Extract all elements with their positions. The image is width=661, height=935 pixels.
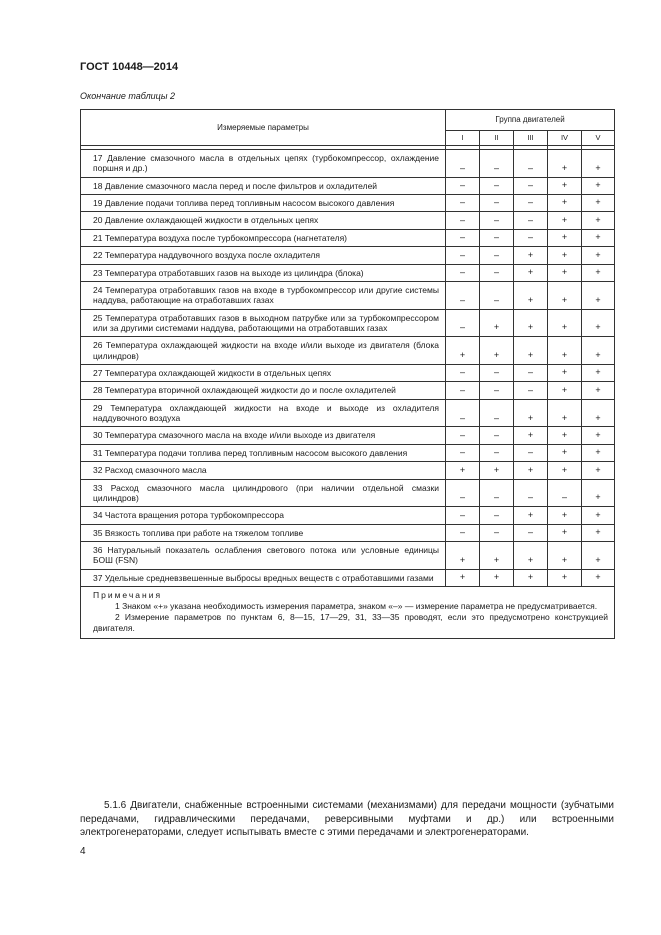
group-mark-1: – [446, 399, 480, 427]
group-mark-1: – [446, 247, 480, 264]
table-row [81, 309, 615, 337]
group-mark-4: + [548, 462, 582, 479]
group-mark-4: + [548, 382, 582, 399]
parameter-text: 26 Температура охлаждающей жидкости на входе и/или выходе из двигателя (блока цилиндров) [81, 337, 446, 365]
group-mark-1: + [446, 462, 480, 479]
group-mark-3: – [514, 479, 548, 507]
group-mark-5: + [582, 309, 615, 337]
group-mark-3: – [514, 177, 548, 194]
group-col-3: III [514, 131, 548, 146]
table-row [81, 337, 615, 365]
parameter-text: 24 Температура отработавших газов на входе в турбокомпрессор или другие системы наддува, работающие на отработавших газах [81, 281, 446, 309]
group-mark-5: + [582, 524, 615, 541]
group-mark-5: + [582, 229, 615, 246]
group-mark-4: + [548, 444, 582, 461]
group-mark-2: – [480, 444, 514, 461]
note-1: 1 Знаком «+» указана необходимость измерения параметра, знаком «–» — измерение параметра не предусматривается. [115, 600, 598, 611]
parameter-text: 33 Расход смазочного масла цилиндрового (при наличии отдельной смазки цилиндров) [81, 479, 446, 507]
group-mark-2: – [480, 399, 514, 427]
group-mark-4: + [548, 177, 582, 194]
group-mark-4: + [548, 507, 582, 524]
parameter-text: 18 Давление смазочного масла перед и после фильтров и охладителей [81, 177, 446, 194]
group-mark-5: + [582, 195, 615, 212]
group-mark-5: + [582, 479, 615, 507]
parameter-text: 35 Вязкость топлива при работе на тяжелом топливе [81, 524, 446, 541]
group-mark-5: + [582, 444, 615, 461]
parameters-table [80, 109, 615, 639]
parameter-text: 36 Натуральный показатель ослабления светового потока или условные единицы БОШ (FSN) [81, 541, 446, 569]
group-mark-5: + [582, 462, 615, 479]
table-row [81, 365, 615, 382]
group-mark-5: + [582, 541, 615, 569]
group-column-header: Группа двигателей [446, 110, 615, 131]
group-mark-1: + [446, 541, 480, 569]
document-id: ГОСТ 10448—2014 [80, 61, 179, 73]
group-mark-1: + [446, 569, 480, 586]
group-mark-3: – [514, 195, 548, 212]
table-row [81, 382, 615, 399]
table-row [81, 229, 615, 246]
group-mark-2: – [480, 264, 514, 281]
group-mark-1: – [446, 150, 480, 178]
group-mark-5: + [582, 212, 615, 229]
table-caption: Окончание таблицы 2 [80, 91, 175, 101]
group-mark-3: – [514, 524, 548, 541]
parameter-text: 27 Температура охлаждающей жидкости в отдельных цепях [81, 365, 446, 382]
section-paragraph: 5.1.6 Двигатели, снабженные встроенными системами (механизмами) для передачи мощности (зубчатыми передачами, гидравлическими передачами, реверсивными муфтами и др.) или встроенными электрогенераторами, следует испытывать вместе с этими передачами и электрогенераторами. [80, 800, 614, 838]
group-mark-3: + [514, 309, 548, 337]
group-mark-4: + [548, 569, 582, 586]
group-mark-2: – [480, 150, 514, 178]
group-mark-4: + [548, 150, 582, 178]
group-col-2: II [480, 131, 514, 146]
table-row [81, 524, 615, 541]
table-row [81, 281, 615, 309]
table-row [81, 462, 615, 479]
group-mark-2: – [480, 177, 514, 194]
group-mark-3: + [514, 427, 548, 444]
parameter-text: 37 Удельные средневзвешенные выбросы вредных веществ с отработавшими газами [81, 569, 446, 586]
group-mark-1: – [446, 309, 480, 337]
table-row [81, 177, 615, 194]
table-row [81, 399, 615, 427]
group-mark-2: – [480, 247, 514, 264]
group-mark-3: – [514, 382, 548, 399]
group-mark-5: + [582, 365, 615, 382]
group-mark-1: – [446, 264, 480, 281]
parameter-text: 17 Давление смазочного масла в отдельных цепях (турбокомпрессор, охлаждение поршня и др.) [81, 150, 446, 178]
parameter-text: 29 Температура охлаждающей жидкости на входе и выходе из охладителя наддувочного воздуха [81, 399, 446, 427]
group-col-5: V [582, 131, 615, 146]
group-mark-3: + [514, 264, 548, 281]
table-row [81, 479, 615, 507]
group-mark-3: – [514, 150, 548, 178]
group-mark-2: – [480, 479, 514, 507]
group-mark-3: + [514, 462, 548, 479]
table-notes [81, 587, 615, 639]
parameter-text: 20 Давление охлаждающей жидкости в отдельных цепях [81, 212, 446, 229]
group-mark-2: – [480, 229, 514, 246]
group-mark-3: + [514, 281, 548, 309]
group-mark-4: + [548, 337, 582, 365]
group-mark-5: + [582, 264, 615, 281]
page-number: 4 [80, 846, 86, 857]
group-mark-1: – [446, 195, 480, 212]
group-mark-1: – [446, 427, 480, 444]
group-mark-5: + [582, 399, 615, 427]
group-mark-5: + [582, 177, 615, 194]
group-mark-2: + [480, 541, 514, 569]
group-mark-5: + [582, 150, 615, 178]
group-mark-1: – [446, 507, 480, 524]
group-mark-3: + [514, 507, 548, 524]
group-mark-2: – [480, 382, 514, 399]
param-column-header: Измеряемые параметры [81, 110, 446, 146]
group-mark-4: + [548, 541, 582, 569]
group-col-1: I [446, 131, 480, 146]
group-mark-4: + [548, 247, 582, 264]
group-mark-2: – [480, 507, 514, 524]
group-mark-5: + [582, 337, 615, 365]
group-mark-1: + [446, 337, 480, 365]
table-row [81, 195, 615, 212]
parameter-text: 21 Температура воздуха после турбокомпрессора (нагнетателя) [81, 229, 446, 246]
table-body [81, 150, 615, 587]
table-row [81, 541, 615, 569]
group-mark-4: + [548, 427, 582, 444]
group-mark-5: + [582, 281, 615, 309]
group-mark-4: + [548, 309, 582, 337]
table-row [81, 264, 615, 281]
group-mark-1: – [446, 382, 480, 399]
group-mark-3: – [514, 229, 548, 246]
table-row [81, 212, 615, 229]
group-mark-1: – [446, 212, 480, 229]
group-mark-3: + [514, 337, 548, 365]
parameter-text: 23 Температура отработавших газов на выходе из цилиндра (блока) [81, 264, 446, 281]
group-mark-4: + [548, 524, 582, 541]
group-mark-1: – [446, 524, 480, 541]
group-mark-1: – [446, 229, 480, 246]
group-mark-2: – [480, 212, 514, 229]
parameter-text: 31 Температура подачи топлива перед топливным насосом высокого давления [81, 444, 446, 461]
group-mark-1: – [446, 444, 480, 461]
table-row [81, 507, 615, 524]
group-mark-4: + [548, 281, 582, 309]
group-mark-4: + [548, 264, 582, 281]
parameter-text: 19 Давление подачи топлива перед топливным насосом высокого давления [81, 195, 446, 212]
notes-title: Примечания [93, 590, 163, 601]
group-mark-3: – [514, 444, 548, 461]
group-mark-5: + [582, 507, 615, 524]
parameter-text: 32 Расход смазочного масла [81, 462, 446, 479]
group-mark-3: + [514, 541, 548, 569]
parameter-text: 22 Температура наддувочного воздуха после охладителя [81, 247, 446, 264]
table-row [81, 247, 615, 264]
group-mark-3: + [514, 399, 548, 427]
group-mark-5: + [582, 569, 615, 586]
group-mark-1: – [446, 365, 480, 382]
group-mark-2: + [480, 462, 514, 479]
group-mark-2: + [480, 569, 514, 586]
group-mark-5: + [582, 247, 615, 264]
parameter-text: 34 Частота вращения ротора турбокомпрессора [81, 507, 446, 524]
group-mark-2: – [480, 195, 514, 212]
group-mark-2: + [480, 337, 514, 365]
group-mark-1: – [446, 177, 480, 194]
group-mark-1: – [446, 281, 480, 309]
group-mark-2: + [480, 309, 514, 337]
group-mark-4: + [548, 229, 582, 246]
group-col-4: IV [548, 131, 582, 146]
parameter-text: 28 Температура вторичной охлаждающей жидкости до и после охладителей [81, 382, 446, 399]
parameter-text: 25 Температура отработавших газов в выходном патрубке или за турбокомпрессором или за другими системами наддува, работающими на отработавших газах [81, 309, 446, 337]
group-mark-3: – [514, 212, 548, 229]
parameter-text: 30 Температура смазочного масла на входе и/или выходе из двигателя [81, 427, 446, 444]
table-row [81, 427, 615, 444]
table-row [81, 150, 615, 178]
note-2: 2 Измерение параметров по пунктам 6, 8—15, 17—29, 31, 33—35 проводят, если это предусмотрено конструкцией двигателя. [93, 611, 609, 633]
group-mark-4: + [548, 399, 582, 427]
group-mark-5: + [582, 382, 615, 399]
group-mark-4: + [548, 195, 582, 212]
group-mark-4: – [548, 479, 582, 507]
group-mark-2: – [480, 427, 514, 444]
group-mark-2: – [480, 365, 514, 382]
table-row [81, 569, 615, 586]
table-row [81, 444, 615, 461]
group-mark-2: – [480, 524, 514, 541]
group-mark-1: – [446, 479, 480, 507]
group-mark-4: + [548, 212, 582, 229]
group-mark-3: – [514, 365, 548, 382]
group-mark-4: + [548, 365, 582, 382]
group-mark-3: + [514, 569, 548, 586]
group-mark-5: + [582, 427, 615, 444]
group-mark-2: – [480, 281, 514, 309]
group-mark-3: + [514, 247, 548, 264]
